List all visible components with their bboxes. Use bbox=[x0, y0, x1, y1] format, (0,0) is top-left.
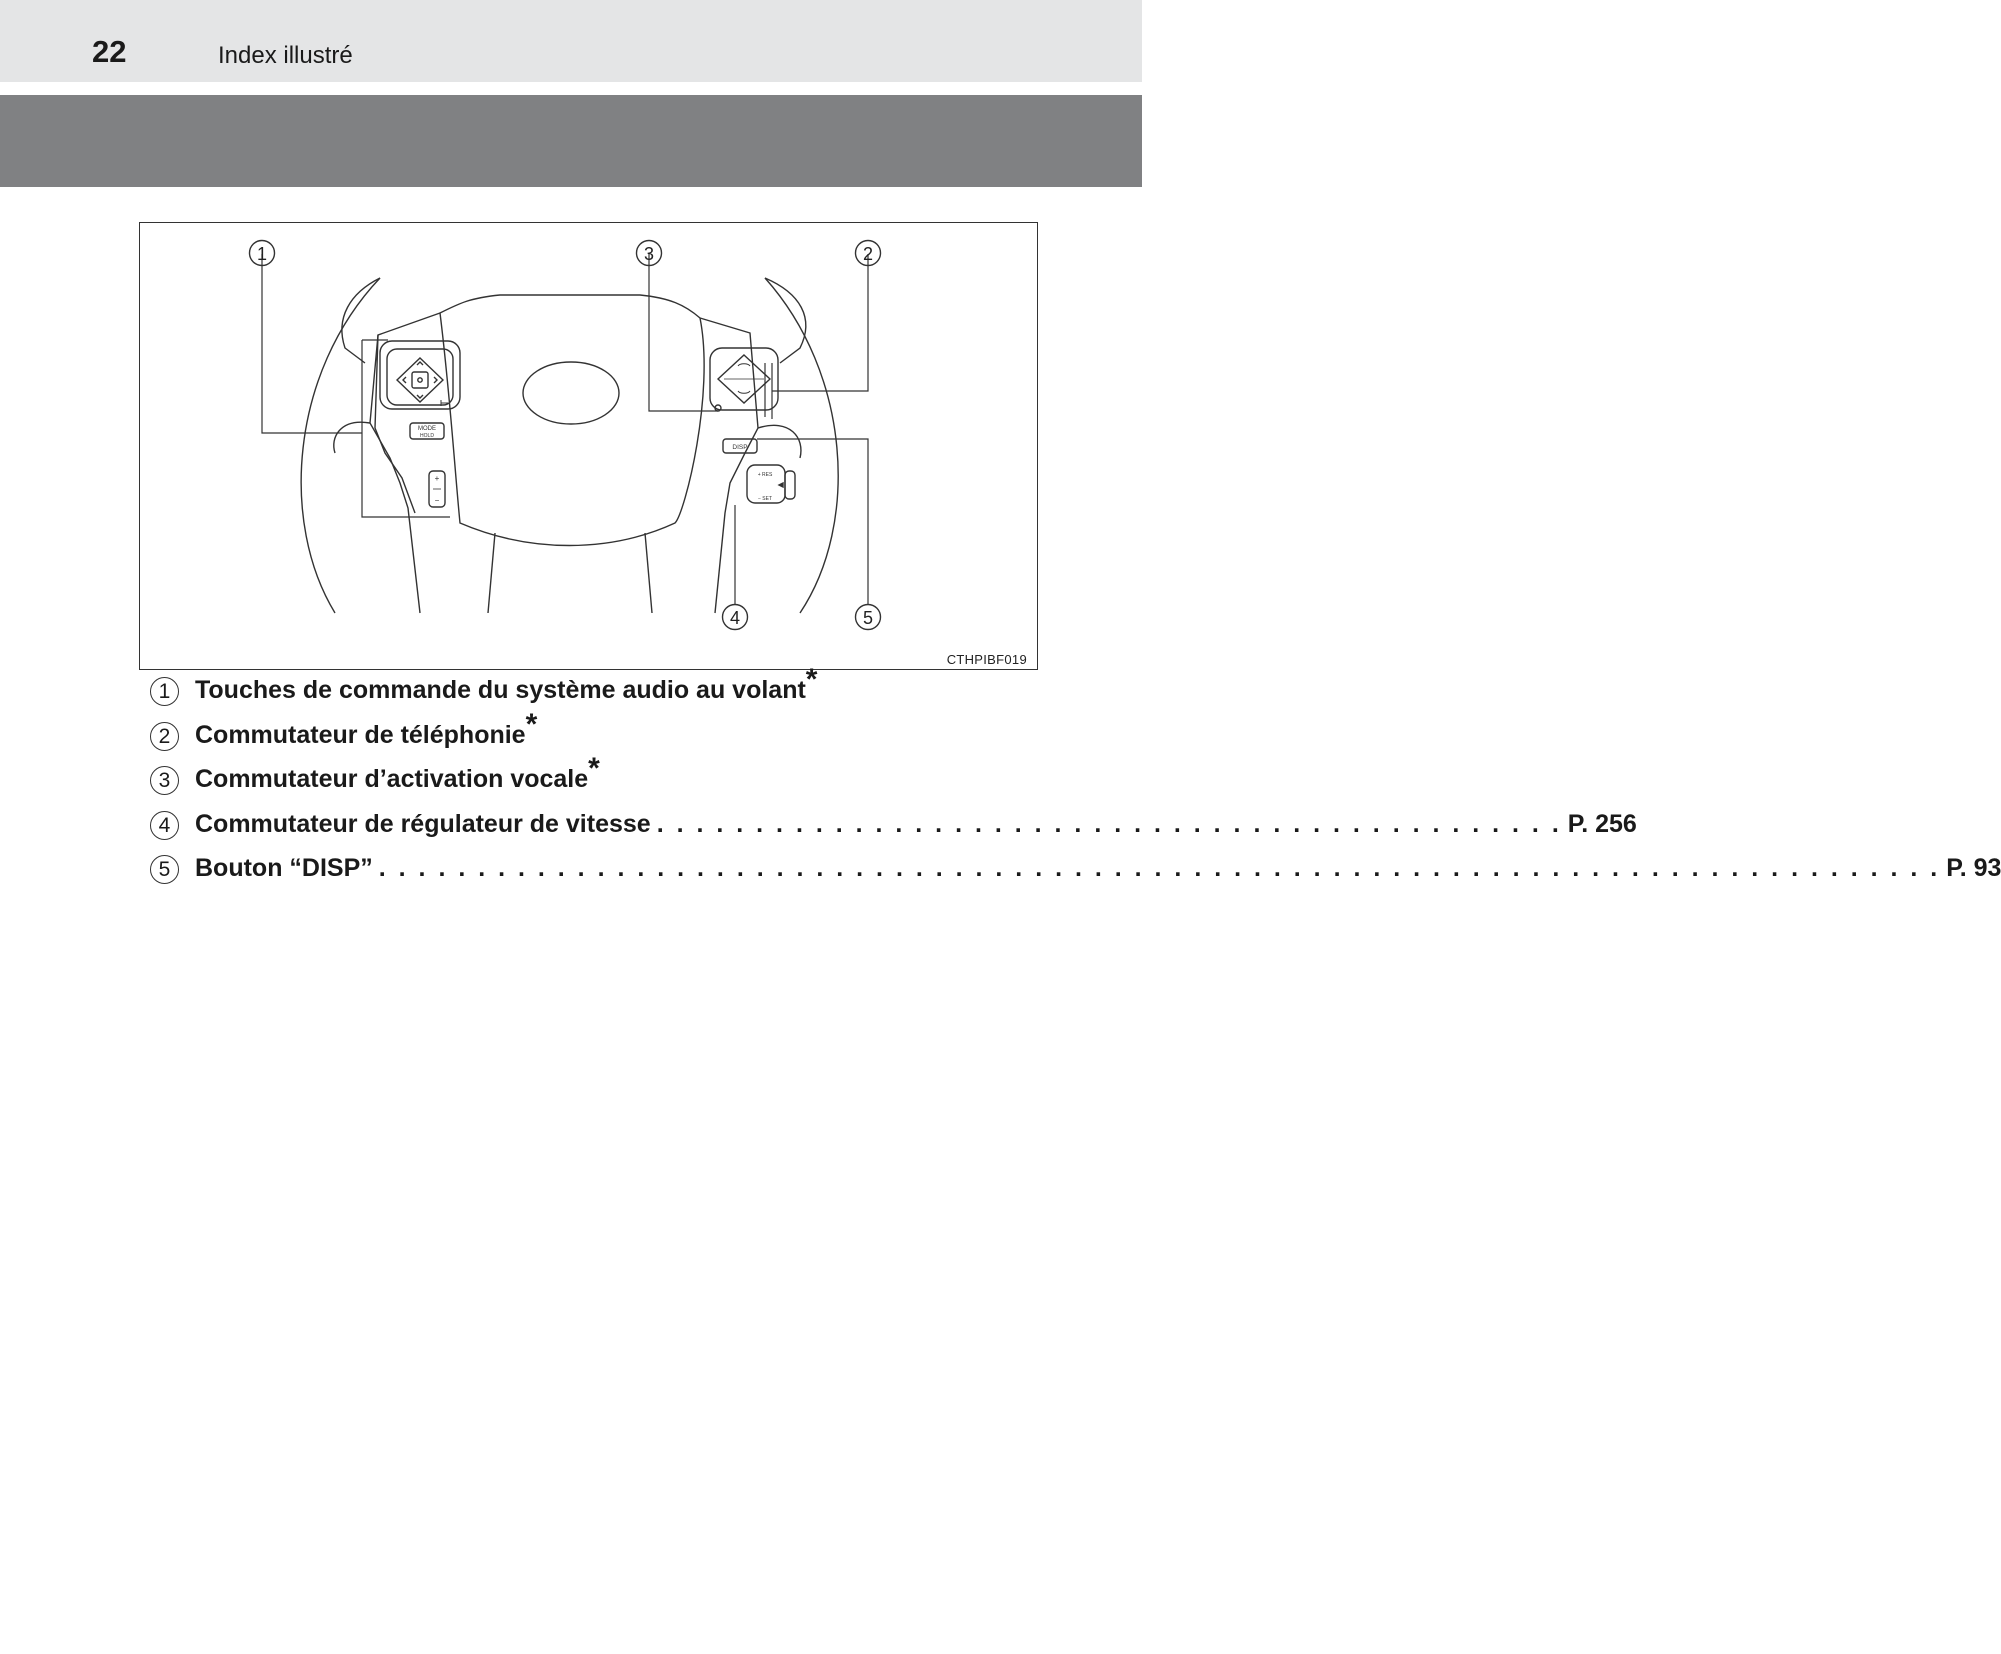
header-band bbox=[0, 95, 1142, 187]
leader-3 bbox=[649, 254, 718, 411]
legend-text-value: Commutateur d’activation vocale bbox=[195, 765, 589, 793]
volume-minus-label: − bbox=[434, 496, 440, 505]
wheel-inner-right bbox=[765, 278, 806, 363]
up-arrow bbox=[417, 362, 423, 365]
section-title: Index illustré bbox=[218, 42, 353, 69]
legend-text: Bouton “DISP” bbox=[195, 854, 373, 882]
callout-5-label: 5 bbox=[862, 608, 874, 628]
res-label: + RES bbox=[757, 472, 773, 478]
legend-list bbox=[150, 663, 2001, 895]
callout-3-label: 3 bbox=[643, 244, 655, 264]
right-arrow bbox=[434, 377, 437, 383]
footnote-star: * bbox=[588, 752, 600, 785]
down-arrow bbox=[417, 395, 423, 398]
legend-number: 3 bbox=[150, 766, 179, 795]
center-emblem bbox=[523, 362, 619, 424]
mode-label: MODE bbox=[418, 426, 436, 432]
legend-text-value: Commutateur de téléphonie bbox=[195, 720, 526, 749]
wheel-rim-right bbox=[765, 278, 838, 613]
audio-center-button bbox=[412, 372, 428, 388]
left-grip bbox=[334, 422, 370, 453]
callout-1-label: 1 bbox=[256, 244, 268, 264]
hold-label: HOLD bbox=[420, 433, 434, 439]
steering-wheel-illustration bbox=[140, 223, 1039, 671]
footnote-star: * bbox=[525, 707, 538, 741]
page-reference-link[interactable]: P. 256 bbox=[1567, 809, 1637, 838]
legend-number: 5 bbox=[150, 855, 179, 884]
leader-1 bbox=[262, 254, 362, 433]
leader-5 bbox=[757, 439, 868, 604]
set-label: − SET bbox=[757, 496, 773, 502]
page-reference-link[interactable]: P. 93 bbox=[1946, 854, 2001, 882]
legend-item-5 bbox=[150, 850, 2001, 895]
legend-number: 4 bbox=[150, 811, 179, 840]
legend-item-3 bbox=[150, 752, 995, 806]
legend-text bbox=[195, 663, 818, 705]
footnote-star: * bbox=[805, 663, 818, 696]
page-number: 22 bbox=[92, 34, 127, 69]
steering-wheel-figure bbox=[139, 222, 1038, 670]
legend-text-value: Touches de commande du système audio au volant bbox=[195, 676, 806, 704]
left-arrow bbox=[403, 377, 406, 383]
legend-item-4 bbox=[150, 806, 1637, 851]
wheel-rim-left bbox=[301, 278, 380, 613]
legend-leader-row bbox=[195, 854, 2001, 883]
leader-dots: . . . . . . . . . . . . . . . . . . . . . . . . . . . . . . . . . . . . . . . . . . . . . . bbox=[656, 809, 1562, 838]
legend-number: 1 bbox=[150, 677, 179, 706]
page-header bbox=[0, 0, 1142, 82]
legend-item-2 bbox=[150, 707, 995, 762]
figure-code: CTHPIBF019 bbox=[946, 652, 1027, 667]
lower-spoke-left bbox=[488, 533, 495, 613]
legend-number: 2 bbox=[150, 722, 179, 751]
legend-text bbox=[195, 707, 538, 750]
callout-2-label: 2 bbox=[862, 244, 874, 264]
volume-plus-label: + bbox=[434, 474, 440, 483]
right-grip bbox=[758, 425, 801, 458]
lower-spoke-right bbox=[645, 533, 652, 613]
leader-dots: . . . . . . . . . . . . . . . . . . . . . . . . . . . . . . . . . . . . . . . . . . . . . . . . . . . . . . . . . . . . . . . . . . . . . . . . . . . . . . . bbox=[378, 854, 1941, 882]
right-spoke-edge bbox=[700, 318, 758, 613]
legend-text: Commutateur de régulateur de vitesse bbox=[195, 809, 651, 838]
legend-leader-row bbox=[195, 809, 1637, 839]
disp-label: DISP bbox=[732, 444, 748, 451]
callout-4-label: 4 bbox=[729, 608, 741, 628]
wheel-hub bbox=[440, 295, 704, 546]
legend-text bbox=[195, 752, 600, 794]
legend-item-1 bbox=[150, 663, 995, 717]
